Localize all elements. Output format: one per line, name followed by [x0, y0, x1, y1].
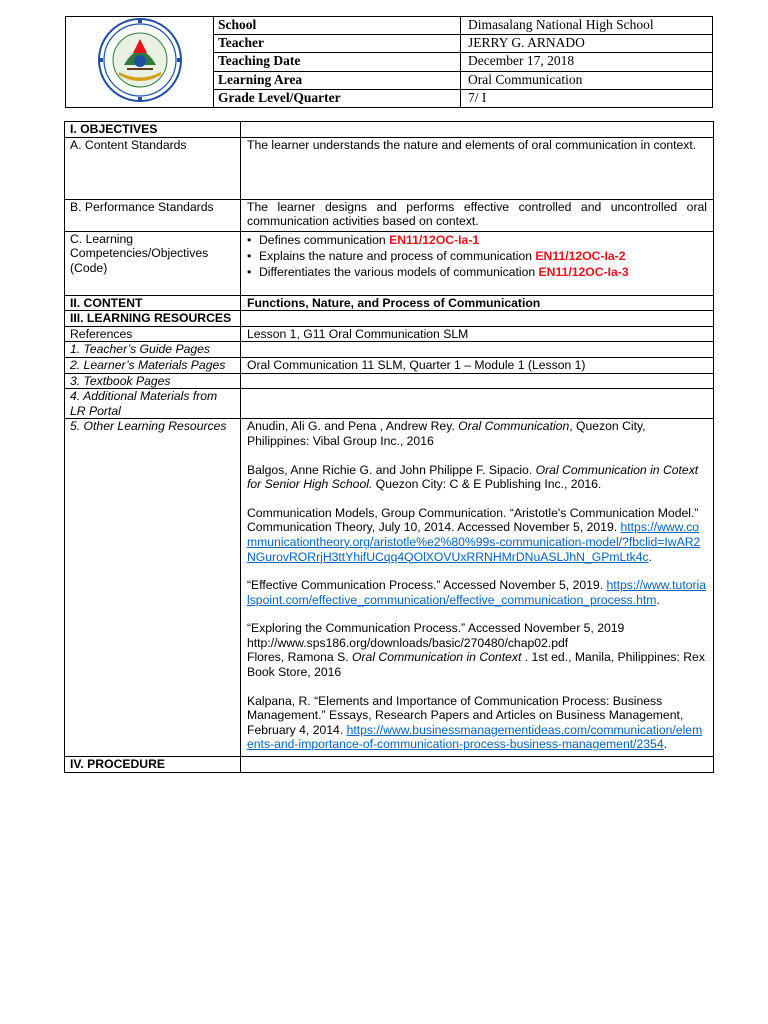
learning-resources-heading: III. LEARNING RESOURCES	[65, 311, 241, 327]
competency-code: EN11/12OC-Ia-1	[389, 232, 480, 247]
grade-level-label: Grade Level/Quarter	[214, 89, 461, 107]
teachers-guide-label: 1. Teacher’s Guide Pages	[65, 342, 241, 358]
reference-link[interactable]: https://www.tutorialspoint.com/effective_communication/effective_communication_process.htm	[247, 578, 707, 607]
performance-standards-label: B. Performance Standards	[65, 199, 241, 231]
learners-materials-text: Oral Communication 11 SLM, Quarter 1 – Module 1 (Lesson 1)	[241, 357, 714, 373]
content-standards-row	[65, 137, 714, 199]
textbook-row	[65, 373, 714, 389]
list-item: • Defines communication EN11/12OC-Ia-1	[247, 232, 707, 248]
teaching-date-label: Teaching Date	[214, 53, 461, 71]
textbook-label: 3. Textbook Pages	[65, 373, 241, 389]
deped-division-seal-icon	[97, 17, 183, 103]
references-row	[65, 326, 714, 342]
references-label: References	[65, 326, 241, 342]
objectives-heading: I. OBJECTIVES	[65, 122, 241, 138]
competency-code: EN11/12OC-Ia-3	[538, 264, 629, 279]
list-item: Balgos, Anne Richie G. and John Philippe F. Sipacio. Oral Communication in Cotext for Senior High School. Quezon City: C & E Publishing Inc., 2016.	[247, 462, 699, 492]
school-label: School	[214, 17, 461, 35]
logo-cell	[66, 17, 214, 108]
list-item: “Exploring the Communication Process.” Accessed November 5, 2019 http://www.sps186.org/downloads/basic/270480/chap02.pdf	[247, 621, 625, 650]
additional-materials-label: 4. Additional Materials from LR Portal	[65, 389, 241, 419]
school-value: Dimasalang National High School	[461, 17, 713, 35]
teacher-value: JERRY G. ARNADO	[461, 35, 713, 53]
procedure-row	[65, 757, 714, 773]
learners-materials-row	[65, 357, 714, 373]
content-standards-text: The learner understands the nature and elements of oral communication in context.	[241, 137, 714, 199]
content-heading: II. CONTENT	[65, 295, 241, 311]
list-item: Kalpana, R. “Elements and Importance of Communication Process: Business Management.” Essays, Research Papers and Articles on Business Management, February 4, 2014. https://www.businessmanagementideas.com/communication/elements-and-importance-of-communication-process-business-management/2354.	[247, 693, 703, 752]
grade-level-value: 7/ I	[461, 89, 713, 107]
learning-resources-row	[65, 311, 714, 327]
teacher-label: Teacher	[214, 35, 461, 53]
school-info-table	[65, 16, 713, 108]
objectives-row	[65, 122, 714, 138]
other-resources-row	[65, 419, 714, 757]
other-resources-list	[241, 419, 714, 757]
reference-link[interactable]: https://www.communicationtheory.org/aristotle%e2%80%99s-communication-model/?fbclid=IwAR2NGurovRORrjH3ttYhifUCqq4QOlXOVUxRRNHMrDNuASLJhN_GPmLtk4c	[247, 520, 701, 564]
list-item: Flores, Ramona S. Oral Communication in Context . 1st ed., Manila, Philippines: Rex Book Store, 2016	[247, 650, 705, 680]
list-item: Communication Models, Group Communication. “Aristotle's Communication Model.” Communication Theory, July 10, 2014. Accessed November 5, 2019. https://www.communicationtheory.org/aristotle%e2%80%99s-communication-model/?fbclid=IwAR2NGurovRORrjH3ttYhifUCqq4QOlXOVUxRRNHMrDNuASLJhN_GPmLtk4c.	[247, 505, 701, 564]
teachers-guide-row	[65, 342, 714, 358]
list-item: • Explains the nature and process of communication EN11/12OC-Ia-2	[247, 248, 707, 264]
competencies-label: C. Learning Competencies/Objectives (Code)	[65, 231, 241, 295]
additional-materials-row	[65, 389, 714, 419]
other-resources-label: 5. Other Learning Resources	[65, 419, 241, 757]
content-row	[65, 295, 714, 311]
list-item: Anudin, Ali G. and Pena , Andrew Rey. Oral Communication, Quezon City, Philippines: Vibal Group Inc., 2016	[247, 419, 646, 448]
lesson-plan-table	[64, 121, 714, 773]
teaching-date-value: December 17, 2018	[461, 53, 713, 71]
content-text: Functions, Nature, and Process of Communication	[241, 295, 714, 311]
learning-area-label: Learning Area	[214, 71, 461, 89]
performance-standards-row	[65, 199, 714, 231]
list-item: “Effective Communication Process.” Accessed November 5, 2019. https://www.tutorialspoint.com/effective_communication/effective_communication_process.htm.	[247, 578, 707, 607]
competency-code: EN11/12OC-Ia-2	[535, 248, 626, 263]
learners-materials-label: 2. Learner’s Materials Pages	[65, 357, 241, 373]
list-item: • Differentiates the various models of communication EN11/12OC-Ia-3	[247, 264, 707, 280]
references-text: Lesson 1, G11 Oral Communication SLM	[241, 326, 714, 342]
competencies-list	[247, 232, 707, 280]
learning-area-value: Oral Communication	[461, 71, 713, 89]
content-standards-label: A. Content Standards	[65, 137, 241, 199]
procedure-heading: IV. PROCEDURE	[65, 757, 241, 773]
performance-standards-text: The learner designs and performs effective controlled and uncontrolled oral communication activities based on context.	[241, 199, 714, 231]
competencies-row	[65, 231, 714, 295]
reference-link[interactable]: https://www.businessmanagementideas.com/communication/elements-and-importance-of-communication-process-business-management/2354	[247, 722, 703, 752]
